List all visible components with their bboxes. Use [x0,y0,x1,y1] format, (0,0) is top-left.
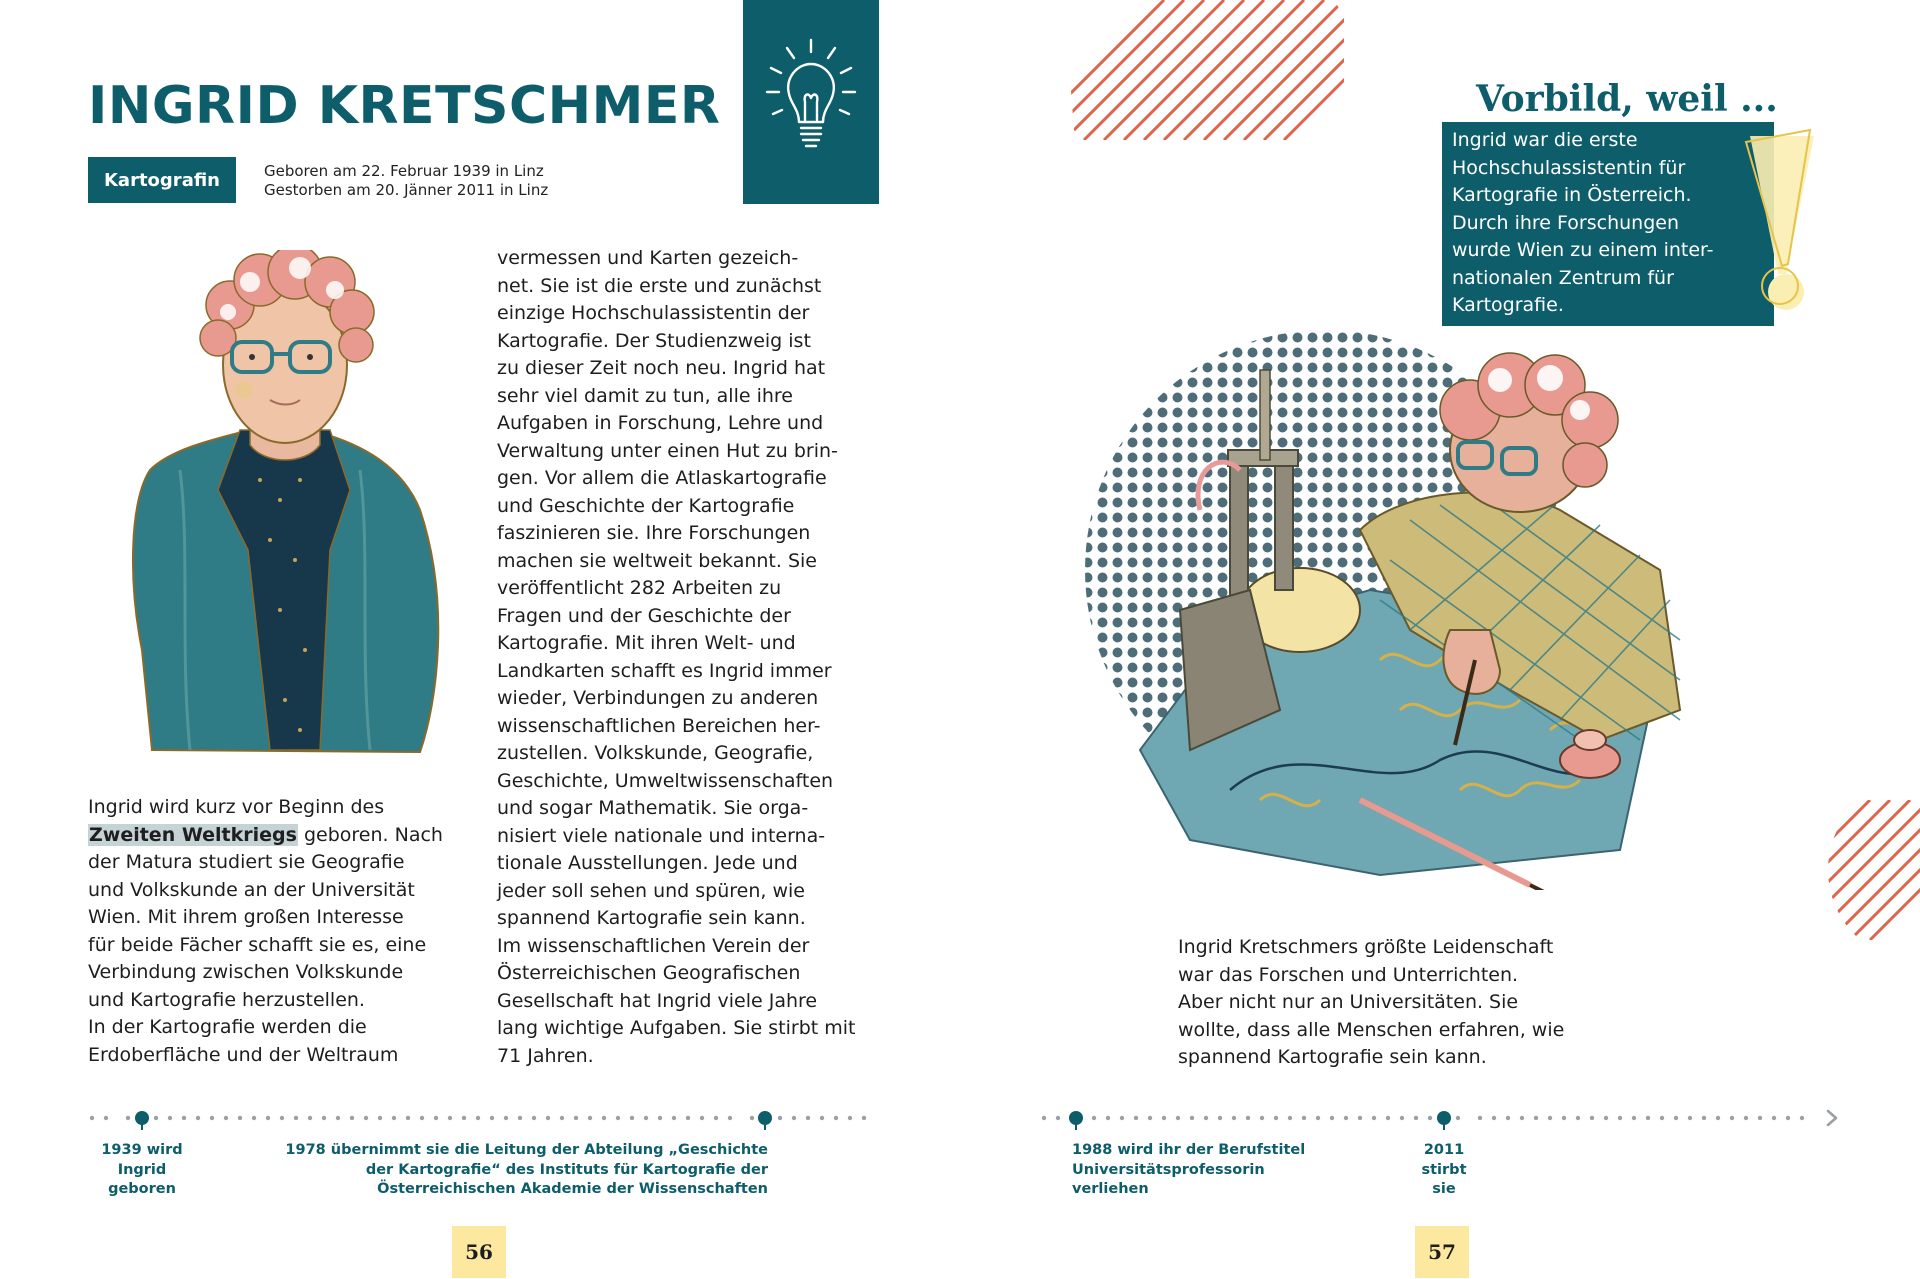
vorbild-heading: Vorbild, weil ... [1476,78,1778,120]
stripe-decoration-top [1064,0,1344,140]
timeline-right [1038,1106,1838,1130]
cartographer-illustration [1080,330,1700,890]
timeline-event-2011: 2011 stirbt sie [1421,1142,1467,1197]
vorbild-text: Ingrid war die erste Hochschulassistentin für Kartografie in Österreich. Durch ihre Forschungen wurde Wien zu einem inter- nationalen Zentrum für Kartografie. [1452,129,1714,316]
highlighted-term: Zweiten Weltkriegs [89,823,297,846]
lightbulb-icon [743,0,879,204]
life-dates [264,162,548,200]
lightbulb-box [743,0,879,204]
page-number-left: 56 [452,1226,506,1278]
birth-date: Geboren am 22. Februar 1939 in Linz [264,162,544,180]
timeline-event-1978: 1978 übernimmt sie die Leitung der Abteilung „Geschichte der Kartografie“ des Instituts für Kartografie der Österreichischen Akademie der Wissenschaften [285,1142,768,1197]
timeline-event-1988: 1988 wird ihr der Berufstitel Universitätsprofessorin verliehen [1072,1142,1306,1197]
stripe-decoration-right [1810,800,1920,940]
arrow-right-icon [1828,1111,1836,1125]
body-text-column-2: vermessen und Karten gezeich- net. Sie ist die erste und zunächst einzige Hochschulassistentin der Kartografie. Der Studienzweig ist zu dieser Zeit noch neu. Ingrid hat sehr viel damit zu tun, alle ihre Aufgaben in Forschung, Lehre und Verwaltung unter einen Hut zu brin- gen. Vor allem die Atlaskartografie und Geschichte der Kartografie faszinieren sie. Ihre Forschungen machen sie weltweit bekannt. Sie veröffentlicht 282 Arbeiten zu Fragen und der Geschichte der Kartografie. Mit ihren Welt- und Landkarten schafft es Ingrid immer wieder, Verbindungen zu anderen wissenschaftlichen Bereichen her- zustellen. Volkskunde, Geografie, Geschichte, Umweltwissenschaften und sogar Mathematik. Sie orga- nisiert viele nationale und interna- tionale Ausstellungen. Jede und jeder soll sehen und spüren, wie spannend Kartografie sein kann. Im wissenschaftlichen Verein der Österreichischen Geografischen Gesellschaft hat Ingrid viele Jahre lang wichtige Aufgaben. Sie stirbt mit 71 Jahren. [497,247,856,1067]
portrait-illustration [120,250,440,760]
timeline-event-1939: 1939 wird Ingrid geboren [101,1142,183,1197]
death-date: Gestorben am 20. Jänner 2011 in Linz [264,181,549,199]
text-span: geboren. Nach der Matura studiert sie Geografie und Volkskunde an der Universität Wien. Mit ihrem großen Interesse für beide Fächer schafft sie es, eine Verbindung zwischen Volkskunde und Kartografie herzustellen. In der Kartografie werden die Erdoberfläche und der Weltraum [88,823,443,1066]
page-number-right: 57 [1415,1226,1469,1278]
exclamation-mark-icon [1742,124,1822,324]
body-text-column-1 [88,794,443,1069]
illustration-caption: Ingrid Kretschmers größte Leidenschaft war das Forschen und Unterrichten. Aber nicht nur an Universitäten. Sie wollte, dass alle Menschen erfahren, wie spannend Kartografie sein kann. [1178,936,1565,1068]
page-title: INGRID KRETSCHMER [88,76,721,136]
text-span: Ingrid wird kurz vor Beginn des [88,796,385,818]
timeline-left [86,1106,886,1130]
profession-badge: Kartografin [88,157,236,203]
